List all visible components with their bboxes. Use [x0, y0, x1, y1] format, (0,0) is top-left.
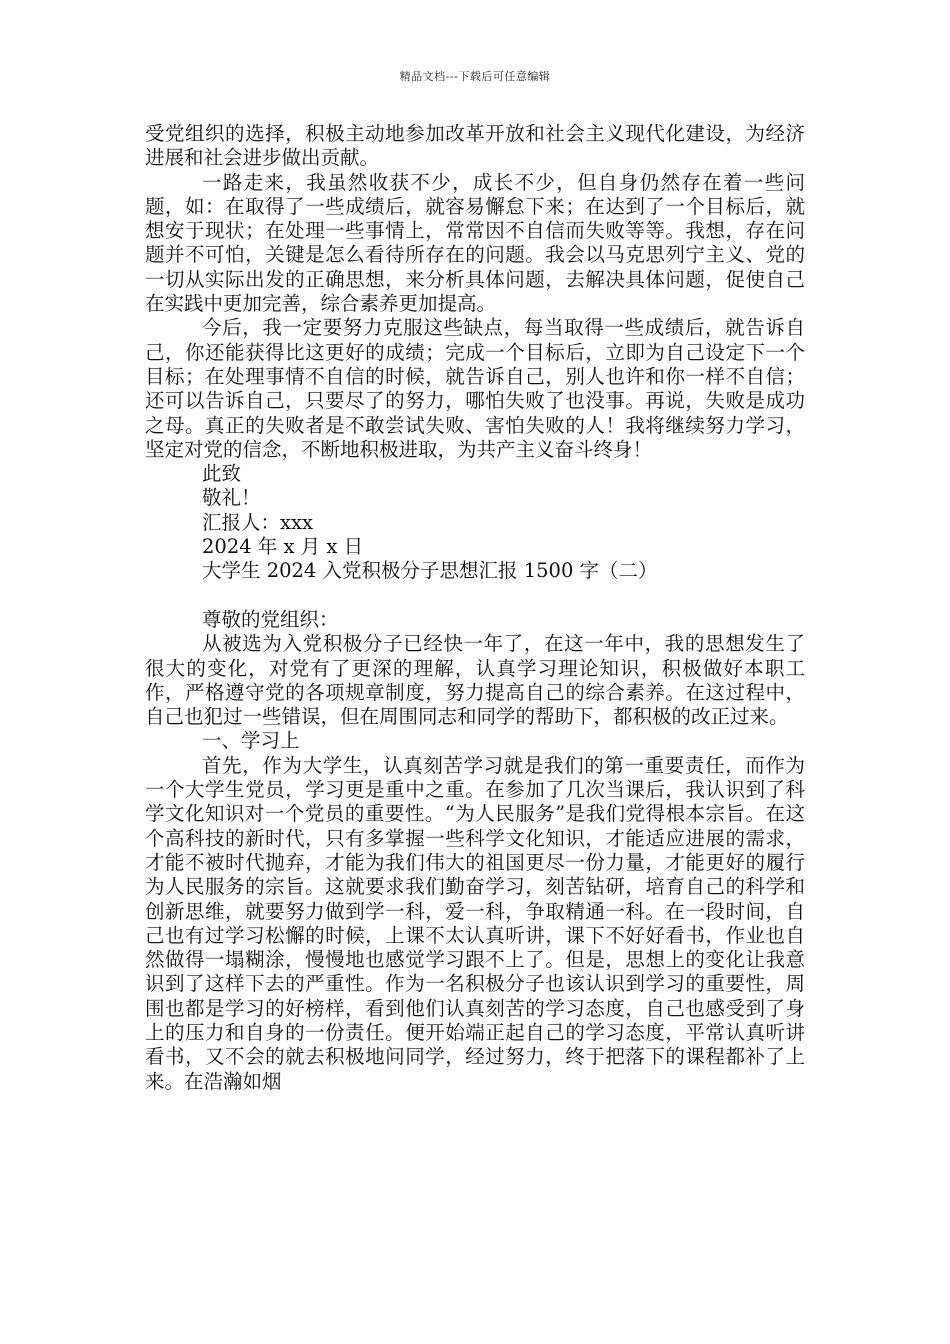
reporter-line: 汇报人：xxx — [202, 510, 313, 534]
page-header-watermark: 精品文档---下载后可任意编辑 — [399, 70, 551, 83]
paragraph-intro: 从被选为入党积极分子已经快一年了，在这一年中，我的思想发生了很大的变化，对党有了更深的理解，认真学习理论知识，积极做好本职工作，严格遵守党的各项规章制度，努力提高自己的综合素养。在这过程中，自己也犯过一些错误，但在周围同志和同学的帮助下，都积极的改正过来。 — [145, 632, 805, 729]
salutation: 尊敬的党组织： — [202, 607, 339, 631]
closing-line-2: 敬礼！ — [202, 486, 261, 510]
blank-line — [145, 584, 805, 608]
document-body — [145, 122, 805, 1094]
section-title: 大学生 2024 入党积极分子思想汇报 1500 字（二） — [202, 559, 658, 583]
paragraph-continuation: 受党组织的选择，积极主动地参加改革开放和社会主义现代化建设，为经济进展和社会进步做出贡献。 — [145, 122, 805, 170]
heading-study: 一、学习上 — [202, 729, 300, 753]
closing-line-1: 此致 — [202, 462, 242, 486]
paragraph-study: 首先，作为大学生，认真刻苦学习就是我们的第一重要责任，而作为一个大学生党员，学习更是重中之重。在参加了几次当课后，我认识到了科学文化知识对一个党员的重要性。“为人民服务”是我们党得根本宗旨。在这个高科技的新时代，只有多掌握一些科学文化知识，才能适应进展的需求，才能不被时代抛弃，才能为我们伟大的祖国更尽一份力量，才能更好的履行为人民服务的宗旨。这就要求我们勤奋学习，刻苦钻研，培育自己的科学和创新思维，就要努力做到学一科，爱一科，争取精通一科。在一段时间，自己也有过学习松懈的时候，上课不太认真听讲，课下不好好看书，作业也自然做得一塌糊涂，慢慢地也感觉学习跟不上了。但是，思想上的变化让我意识到了这样下去的严重性。作为一名积极分子也该认识到学习的重要性，周围也都是学习的好榜样，看到他们认真刻苦的学习态度，自己也感受到了身上的压力和自身的一份责任。便开始端正起自己的学习态度，平常认真听讲看书，又不会的就去积极地问同学，经过努力，终于把落下的课程都补了上来。在浩瀚如烟 — [145, 753, 805, 1093]
paragraph-problems: 一路走来，我虽然收获不少，成长不少，但自身仍然存在着一些问题，如：在取得了一些成绩后，就容易懈怠下来；在达到了一个目标后，就想安于现状；在处理一些事情上，常常因不自信而失败等等。我想，存在问题并不可怕，关键是怎么看待所存在的问题。我会以马克思列宁主义、党的一切从实际出发的正确思想，来分析具体问题，去解决具体问题，促使自己在实践中更加完善，综合素养更加提高。 — [145, 170, 805, 316]
paragraph-future: 今后，我一定要努力克服这些缺点，每当取得一些成绩后，就告诉自己，你还能获得比这更好的成绩；完成一个目标后，立即为自己设定下一个目标；在处理事情不自信的时候，就告诉自己，别人也许和你一样不自信；还可以告诉自己，只要尽了的努力，哪怕失败了也没事。再说，失败是成功之母。真正的失败者是不敢尝试失败、害怕失败的人！我将继续努力学习，坚定对党的信念，不断地积极进取，为共产主义奋斗终身！ — [145, 316, 805, 461]
date-line: 2024 年 x 月 x 日 — [202, 535, 364, 559]
